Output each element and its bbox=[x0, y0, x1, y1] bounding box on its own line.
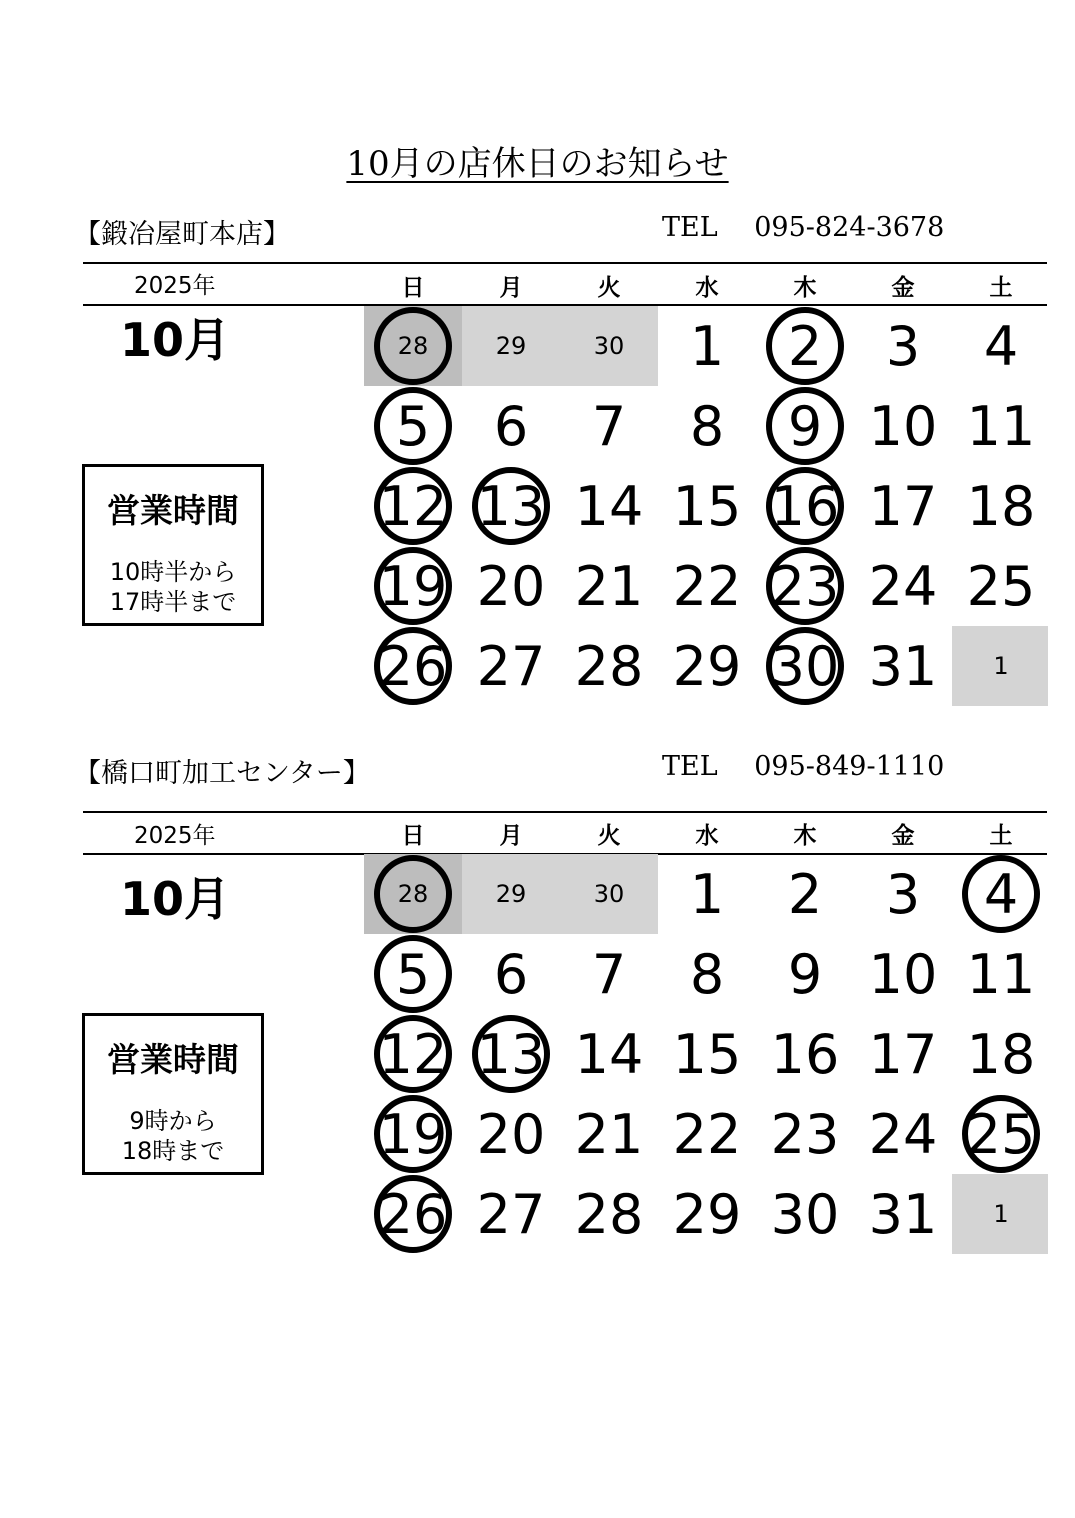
weekday-header: 火 bbox=[597, 823, 621, 849]
day-cell: 18 bbox=[966, 1022, 1036, 1086]
calendar-main-store bbox=[0, 212, 1075, 742]
day-cell-holiday: 9 bbox=[787, 394, 823, 458]
day-cell: 15 bbox=[672, 474, 742, 538]
weekday-header: 日 bbox=[401, 275, 425, 301]
day-cell: 24 bbox=[868, 554, 938, 618]
day-cell: 20 bbox=[476, 554, 546, 618]
weekday-header: 月 bbox=[499, 275, 523, 301]
store-name: 【橋口町加工センター】 bbox=[74, 758, 370, 789]
weekday-header: 日 bbox=[401, 823, 425, 849]
day-cell: 14 bbox=[574, 1022, 644, 1086]
page-title-text: 10月の店休日のお知らせ bbox=[346, 144, 729, 184]
day-cell-outside-month: 28 bbox=[397, 880, 429, 908]
day-cell-holiday: 26 bbox=[378, 634, 448, 698]
day-cell: 10 bbox=[868, 942, 938, 1006]
day-cell: 30 bbox=[770, 1182, 840, 1246]
day-cell: 31 bbox=[868, 634, 938, 698]
day-cell: 27 bbox=[476, 634, 546, 698]
business-hours-open: 9時から bbox=[129, 1107, 217, 1135]
day-cell-holiday: 13 bbox=[476, 1022, 546, 1086]
day-cell-outside-month: 1 bbox=[993, 1200, 1009, 1228]
month-label: 10月 bbox=[120, 872, 231, 926]
tel-label: TEL bbox=[662, 212, 718, 243]
business-hours-title: 営業時間 bbox=[107, 1040, 239, 1079]
day-cell-holiday: 23 bbox=[770, 554, 840, 618]
day-cell: 6 bbox=[493, 394, 529, 458]
day-cell: 6 bbox=[493, 942, 529, 1006]
day-cell-holiday: 5 bbox=[395, 394, 431, 458]
day-cell: 27 bbox=[476, 1182, 546, 1246]
store-phone bbox=[662, 212, 944, 243]
day-cell-outside-month: 29 bbox=[495, 880, 527, 908]
day-cell-outside-month: 1 bbox=[993, 652, 1009, 680]
weekday-header: 木 bbox=[793, 823, 817, 849]
day-cell: 28 bbox=[574, 1182, 644, 1246]
weekday-header: 火 bbox=[597, 275, 621, 301]
store-phone bbox=[662, 751, 944, 782]
day-cell: 1 bbox=[689, 314, 725, 378]
day-cell: 20 bbox=[476, 1102, 546, 1166]
day-cell: 21 bbox=[574, 1102, 644, 1166]
year-label: 2025年 bbox=[134, 273, 216, 299]
day-cell-holiday: 12 bbox=[378, 1022, 448, 1086]
weekday-header: 金 bbox=[891, 823, 915, 849]
business-hours-box bbox=[82, 464, 264, 626]
day-cell: 11 bbox=[966, 394, 1036, 458]
day-cell: 31 bbox=[868, 1182, 938, 1246]
day-cell: 23 bbox=[770, 1102, 840, 1166]
day-cell: 7 bbox=[591, 394, 627, 458]
day-cell: 2 bbox=[787, 862, 823, 926]
tel-number: 095-849-1110 bbox=[754, 751, 945, 782]
day-cell: 16 bbox=[770, 1022, 840, 1086]
business-hours-close: 18時まで bbox=[121, 1137, 225, 1165]
calendar-processing-center bbox=[0, 751, 1075, 1281]
day-cell: 8 bbox=[689, 394, 725, 458]
business-hours-box bbox=[82, 1013, 264, 1175]
day-cell-holiday: 13 bbox=[476, 474, 546, 538]
weekday-header: 土 bbox=[989, 823, 1013, 849]
business-hours-close: 17時半まで bbox=[109, 588, 237, 616]
day-cell-holiday: 12 bbox=[378, 474, 448, 538]
day-cell: 24 bbox=[868, 1102, 938, 1166]
page-title bbox=[0, 136, 1075, 185]
day-cell-holiday: 30 bbox=[770, 634, 840, 698]
day-cell-outside-month: 29 bbox=[495, 332, 527, 360]
day-cell: 3 bbox=[885, 862, 921, 926]
day-cell: 25 bbox=[966, 554, 1036, 618]
day-cell: 4 bbox=[983, 314, 1019, 378]
business-hours-title: 営業時間 bbox=[107, 491, 239, 530]
day-cell-outside-month: 30 bbox=[593, 332, 625, 360]
day-cell-holiday: 2 bbox=[787, 314, 823, 378]
day-cell: 17 bbox=[868, 1022, 938, 1086]
tel-label: TEL bbox=[662, 751, 718, 782]
day-cell-holiday: 4 bbox=[983, 862, 1019, 926]
header-top-rule bbox=[83, 262, 1047, 264]
month-label: 10月 bbox=[120, 313, 231, 367]
day-cell-outside-month: 28 bbox=[397, 332, 429, 360]
day-cell: 21 bbox=[574, 554, 644, 618]
day-cell-holiday: 5 bbox=[395, 942, 431, 1006]
year-label: 2025年 bbox=[134, 823, 216, 849]
day-cell: 3 bbox=[885, 314, 921, 378]
day-cell: 22 bbox=[672, 1102, 742, 1166]
store-name: 【鍛冶屋町本店】 bbox=[74, 219, 290, 250]
day-cell-outside-month: 30 bbox=[593, 880, 625, 908]
day-cell: 17 bbox=[868, 474, 938, 538]
day-cell: 14 bbox=[574, 474, 644, 538]
day-cell: 29 bbox=[672, 1182, 742, 1246]
weekday-header: 水 bbox=[695, 275, 719, 301]
weekday-header: 金 bbox=[891, 275, 915, 301]
weekday-header: 水 bbox=[695, 823, 719, 849]
day-cell: 22 bbox=[672, 554, 742, 618]
weekday-header: 土 bbox=[989, 275, 1013, 301]
day-cell-holiday: 16 bbox=[770, 474, 840, 538]
header-top-rule bbox=[83, 811, 1047, 813]
day-cell: 11 bbox=[966, 942, 1036, 1006]
day-cell: 8 bbox=[689, 942, 725, 1006]
day-cell: 15 bbox=[672, 1022, 742, 1086]
weekday-header: 木 bbox=[793, 275, 817, 301]
day-cell: 29 bbox=[672, 634, 742, 698]
day-cell-holiday: 26 bbox=[378, 1182, 448, 1246]
day-cell: 10 bbox=[868, 394, 938, 458]
day-cell-holiday: 19 bbox=[378, 554, 448, 618]
day-cell-holiday: 25 bbox=[966, 1102, 1036, 1166]
business-hours-open: 10時半から bbox=[109, 558, 237, 586]
day-cell: 1 bbox=[689, 862, 725, 926]
day-cell: 28 bbox=[574, 634, 644, 698]
weekday-header: 月 bbox=[499, 823, 523, 849]
day-cell-holiday: 19 bbox=[378, 1102, 448, 1166]
day-cell: 18 bbox=[966, 474, 1036, 538]
day-cell: 9 bbox=[787, 942, 823, 1006]
day-cell: 7 bbox=[591, 942, 627, 1006]
tel-number: 095-824-3678 bbox=[754, 212, 945, 243]
